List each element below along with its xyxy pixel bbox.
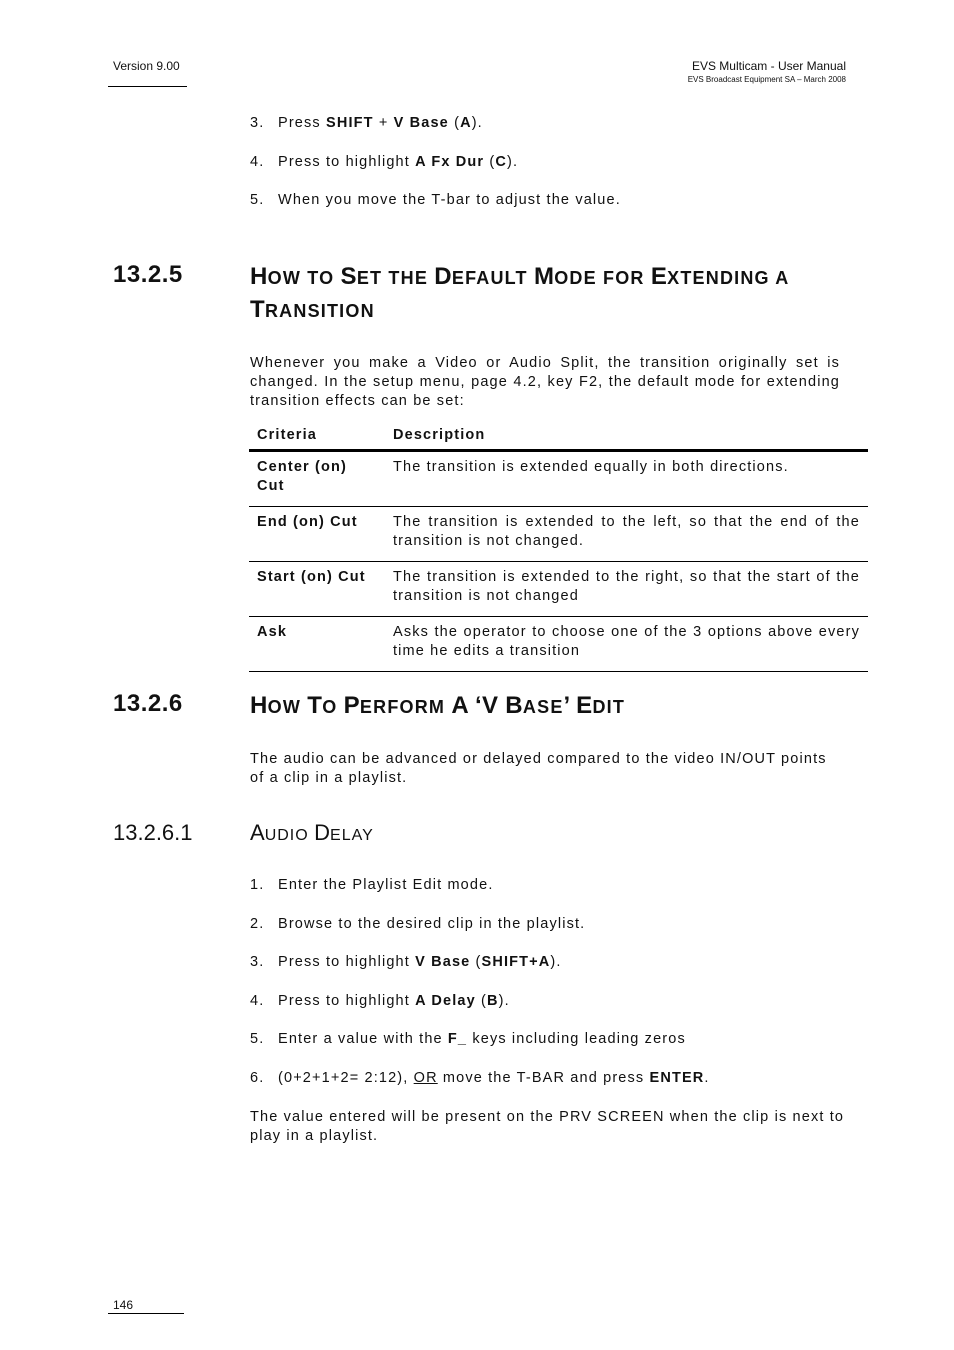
audio-delay-step-1: 1. Enter the Playlist Edit mode.	[250, 877, 494, 893]
table-row	[249, 451, 868, 507]
audio-delay-step-6: 6. (0+2+1+2= 2:12), OR move the T-BAR and press ENTER.	[250, 1070, 710, 1086]
step-number: 4.	[250, 154, 265, 170]
key-enter: ENTER	[649, 1070, 705, 1086]
key-f: F_	[447, 1031, 468, 1047]
table-cell-description: The transition is extended equally in both directions.	[385, 451, 868, 507]
step-number: 3.	[250, 954, 265, 970]
header-rule	[108, 86, 187, 87]
header-manual-title: EVS Multicam - User Manual	[691, 59, 846, 73]
table-row	[249, 507, 868, 562]
audio-delay-step-2: 2. Browse to the desired clip in the playlist.	[250, 916, 586, 932]
footer-rule	[108, 1313, 184, 1314]
or-underlined: OR	[413, 1070, 438, 1086]
step-number: 3.	[250, 115, 265, 131]
table-header-row	[249, 420, 868, 451]
header-right	[688, 59, 846, 84]
step-number: 6.	[250, 1070, 265, 1086]
key-vbase: V Base	[415, 954, 471, 970]
key-afxdur: A Fx Dur	[415, 154, 485, 170]
audio-delay-step-5: 5. Enter a value with the F_ keys including leading zeros	[250, 1031, 686, 1047]
table-cell-criteria: Center (on) Cut	[249, 451, 385, 507]
section-title-13-2-5: HOW TO SET THE DEFAULT MODE FOR EXTENDING A TRANSITION	[250, 263, 790, 323]
section-title-13-2-6: HOW TO PERFORM A ‘V BASE’ EDIT	[250, 692, 626, 719]
step-4-top: 4. Press to highlight A Fx Dur (C).	[250, 154, 519, 170]
header-version: Version 9.00	[113, 59, 180, 73]
criteria-table	[249, 420, 868, 672]
key-vbase: V Base	[393, 115, 449, 131]
step-5-top: 5. When you move the T-bar to adjust the value.	[250, 192, 621, 208]
audio-delay-step-4: 4. Press to highlight A Delay (B).	[250, 993, 510, 1009]
key-shift-a: SHIFT+A	[481, 954, 551, 970]
step-number: 5.	[250, 192, 265, 208]
table-cell-criteria: Ask	[249, 617, 385, 672]
key-adelay: A Delay	[415, 993, 476, 1009]
table-cell-description: The transition is extended to the left, so that the end of the transition is not changed.	[385, 507, 868, 562]
step-number: 1.	[250, 877, 265, 893]
key-a: A	[460, 115, 472, 131]
subsection-number-13-2-6-1: 13.2.6.1	[113, 820, 193, 845]
page-number: 146	[113, 1298, 134, 1312]
step-number: 4.	[250, 993, 265, 1009]
table-header-description: Description	[385, 420, 868, 451]
table-cell-description: The transition is extended to the right, so that the start of the transition is not changed	[385, 562, 868, 617]
section-number-13-2-6: 13.2.6	[113, 690, 183, 717]
audio-delay-closing: The value entered will be present on the PRV SCREEN when the clip is next to play in a playlist.	[250, 1109, 845, 1144]
table-row	[249, 562, 868, 617]
section-13-2-6-intro: The audio can be advanced or delayed compared to the video IN/OUT points of a clip in a playlist.	[250, 751, 827, 786]
step-number: 5.	[250, 1031, 265, 1047]
section-number-13-2-5: 13.2.5	[113, 261, 183, 288]
table-row	[249, 617, 868, 672]
step-number: 2.	[250, 916, 265, 932]
table-header-criteria: Criteria	[249, 420, 385, 451]
key-shift: SHIFT	[326, 115, 374, 131]
table-cell-criteria: Start (on) Cut	[249, 562, 385, 617]
table-cell-criteria: End (on) Cut	[249, 507, 385, 562]
key-c: C	[495, 154, 507, 170]
step-3-top: 3. Press SHIFT + V Base (A).	[250, 115, 483, 131]
audio-delay-step-3: 3. Press to highlight V Base (SHIFT+A).	[250, 954, 562, 970]
table-cell-description: Asks the operator to choose one of the 3 options above every time he edits a transition	[385, 617, 868, 672]
section-13-2-5-intro: Whenever you make a Video or Audio Split, the transition originally set is changed. In the setup menu, page 4.2, key F2, the default mode for extending transition effects can be set:	[250, 355, 840, 409]
header-publisher: EVS Broadcast Equipment SA – March 2008	[687, 75, 846, 84]
key-b: B	[487, 993, 499, 1009]
subsection-title-13-2-6-1: AUDIO DELAY	[250, 820, 374, 845]
